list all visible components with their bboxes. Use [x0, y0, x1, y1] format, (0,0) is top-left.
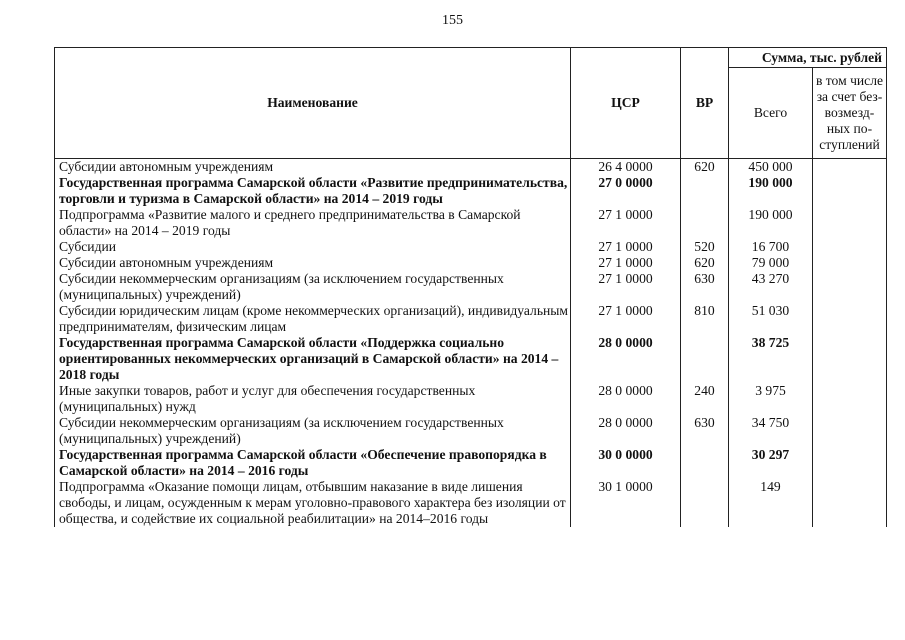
row-vr	[681, 335, 729, 383]
row-total: 51 030	[729, 303, 813, 335]
header-gratuitous-line: возмезд-	[824, 105, 875, 121]
row-gratuitous	[813, 159, 887, 176]
row-gratuitous	[813, 383, 887, 415]
row-vr	[681, 175, 729, 207]
row-name: Подпрограмма «Оказание помощи лицам, отбывшим наказание в виде лишения свободы, и лицам, осужденным к мерам уголовно-правового характера без изоляции от общества, и содействие их социальной реабилитации» на 2014–2016 годы	[55, 479, 571, 527]
budget-table	[54, 47, 887, 527]
row-gratuitous	[813, 255, 887, 271]
header-sum: Сумма, тыс. рублей	[729, 48, 887, 68]
row-csr: 28 0 0000	[571, 335, 681, 383]
row-vr	[681, 207, 729, 239]
row-csr: 28 0 0000	[571, 383, 681, 415]
row-total: 190 000	[729, 175, 813, 207]
row-total: 190 000	[729, 207, 813, 239]
row-gratuitous	[813, 271, 887, 303]
row-gratuitous	[813, 239, 887, 255]
row-csr: 30 1 0000	[571, 479, 681, 527]
row-gratuitous	[813, 335, 887, 383]
row-name: Субсидии автономным учреждениям	[55, 159, 571, 176]
table-row	[55, 271, 887, 303]
row-csr: 27 1 0000	[571, 303, 681, 335]
header-gratuitous-line: ных по-	[826, 121, 873, 137]
row-name: Иные закупки товаров, работ и услуг для обеспечения государственных (муниципальных) нужд	[55, 383, 571, 415]
row-gratuitous	[813, 447, 887, 479]
row-csr: 27 1 0000	[571, 239, 681, 255]
header-total: Всего	[729, 68, 813, 159]
row-name: Субсидии	[55, 239, 571, 255]
row-vr: 240	[681, 383, 729, 415]
header-gratuitous-line: за счет без-	[816, 89, 883, 105]
header-gratuitous	[813, 68, 887, 159]
row-gratuitous	[813, 415, 887, 447]
header-name: Наименование	[55, 48, 571, 159]
table-row	[55, 239, 887, 255]
row-name: Субсидии юридическим лицам (кроме некоммерческих организаций), индивидуальным предпринимателям, физическим лицам	[55, 303, 571, 335]
row-csr: 27 1 0000	[571, 271, 681, 303]
row-total: 79 000	[729, 255, 813, 271]
row-gratuitous	[813, 175, 887, 207]
table-row	[55, 159, 887, 176]
row-gratuitous	[813, 479, 887, 527]
table-row	[55, 303, 887, 335]
row-name: Субсидии некоммерческим организациям (за исключением государственных (муниципальных) учреждений)	[55, 271, 571, 303]
row-vr: 630	[681, 415, 729, 447]
table-row	[55, 447, 887, 479]
row-total: 16 700	[729, 239, 813, 255]
row-gratuitous	[813, 207, 887, 239]
row-total: 30 297	[729, 447, 813, 479]
row-csr: 30 0 0000	[571, 447, 681, 479]
row-total: 43 270	[729, 271, 813, 303]
header-vr: ВР	[681, 48, 729, 159]
row-csr: 28 0 0000	[571, 415, 681, 447]
table-row	[55, 175, 887, 207]
row-vr: 630	[681, 271, 729, 303]
row-vr	[681, 447, 729, 479]
row-csr: 27 1 0000	[571, 255, 681, 271]
row-vr: 620	[681, 255, 729, 271]
row-name: Субсидии автономным учреждениям	[55, 255, 571, 271]
row-vr: 620	[681, 159, 729, 176]
table-row	[55, 415, 887, 447]
table-row	[55, 207, 887, 239]
row-total: 450 000	[729, 159, 813, 176]
table-row	[55, 479, 887, 527]
row-csr: 26 4 0000	[571, 159, 681, 176]
row-csr: 27 0 0000	[571, 175, 681, 207]
header-csr: ЦСР	[571, 48, 681, 159]
row-csr: 27 1 0000	[571, 207, 681, 239]
row-total: 38 725	[729, 335, 813, 383]
row-name: Подпрограмма «Развитие малого и среднего предпринимательства в Самарской области» на 2014 – 2019 годы	[55, 207, 571, 239]
row-name: Субсидии некоммерческим организациям (за исключением государственных (муниципальных) учреждений)	[55, 415, 571, 447]
row-name: Государственная программа Самарской области «Поддержка социально ориентированных некоммерческих организаций в Самарской области» на 2014 – 2018 годы	[55, 335, 571, 383]
page-number: 155	[442, 13, 463, 28]
row-total: 149	[729, 479, 813, 527]
row-total: 3 975	[729, 383, 813, 415]
row-vr	[681, 479, 729, 527]
row-vr: 520	[681, 239, 729, 255]
header-gratuitous-line: ступлений	[819, 137, 880, 153]
row-total: 34 750	[729, 415, 813, 447]
table-row	[55, 335, 887, 383]
header-gratuitous-line: в том числе	[815, 73, 884, 89]
row-vr: 810	[681, 303, 729, 335]
row-name: Государственная программа Самарской области «Обеспечение правопорядка в Самарской области» на 2014 – 2016 годы	[55, 447, 571, 479]
row-gratuitous	[813, 303, 887, 335]
table-row	[55, 383, 887, 415]
table-row	[55, 255, 887, 271]
row-name: Государственная программа Самарской области «Развитие предпринимательства, торговли и туризма в Самарской области» на 2014 – 2019 годы	[55, 175, 571, 207]
